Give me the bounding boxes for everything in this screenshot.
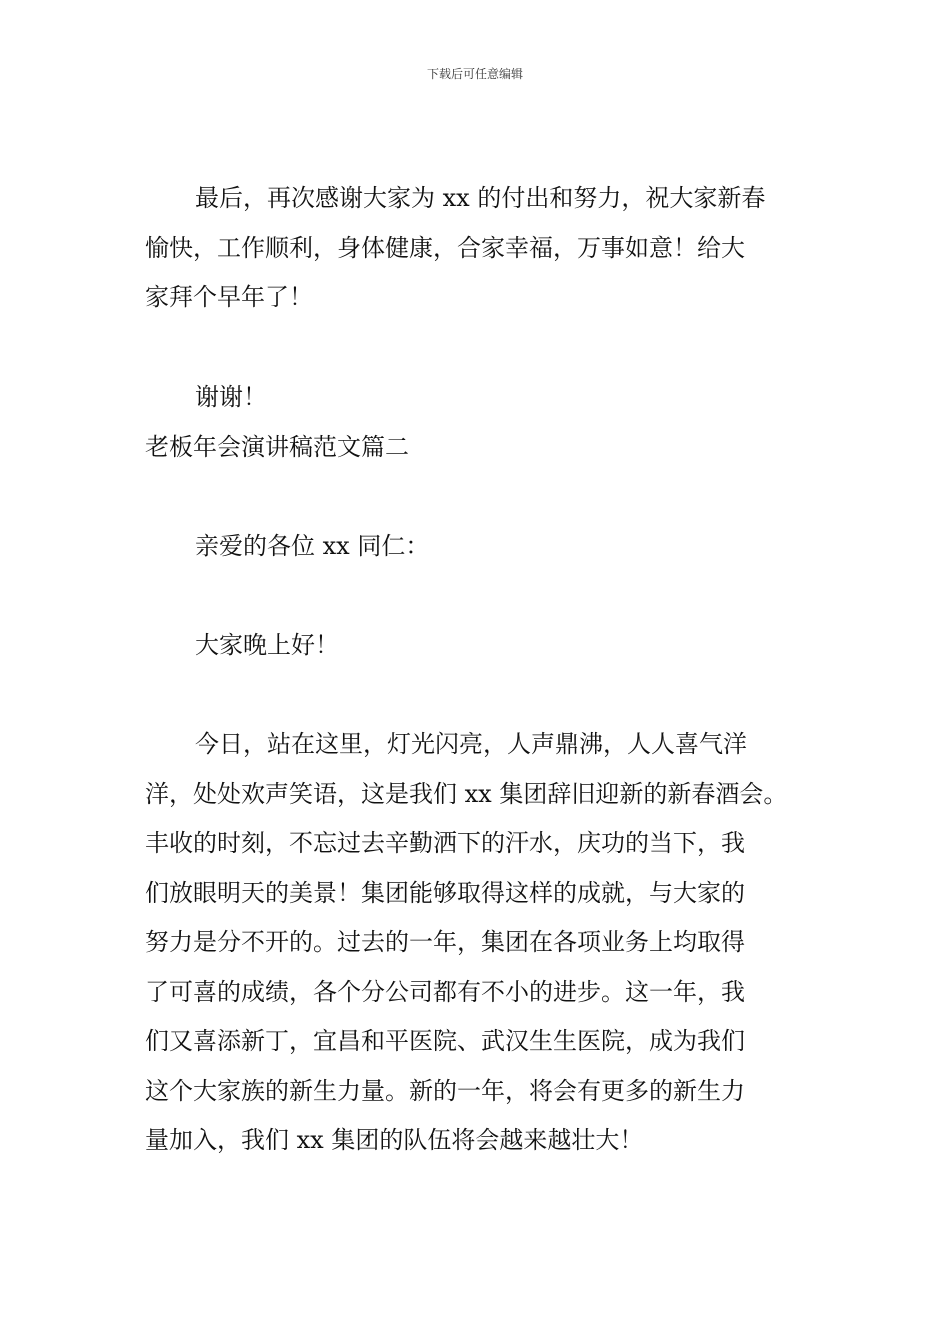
text-line: 们又喜添新丁，宜昌和平医院、武汉生生医院，成为我们 (145, 1027, 745, 1055)
paragraph-main-speech (145, 720, 810, 1166)
text-line: 谢谢！ (195, 383, 267, 411)
text-line: 今日，站在这里，灯光闪亮，人声鼎沸，人人喜气洋 (195, 730, 747, 758)
paragraph-greeting (145, 621, 810, 671)
header-note: 下载后可任意编辑 (426, 67, 523, 81)
text-line: 努力是分不开的。过去的一年，集团在各项业务上均取得 (145, 928, 745, 956)
text-line: 丰收的时刻，不忘过去辛勤洒下的汗水，庆功的当下，我 (145, 829, 745, 857)
paragraph-closing-thanks (145, 174, 810, 323)
section-title (145, 423, 810, 473)
text-line: 家拜个早年了！ (145, 283, 313, 311)
text-line: 这个大家族的新生力量。新的一年，将会有更多的新生力 (145, 1076, 745, 1105)
text-line: 亲爱的各位 xx 同仁： (195, 532, 430, 560)
text-line: 最后，再次感谢大家为 xx 的付出和努力，祝大家新春 (195, 184, 766, 212)
text-line: 老板年会演讲稿范文篇二 (145, 433, 409, 461)
paragraph-salutation (145, 522, 810, 572)
text-line: 大家晚上好！ (195, 631, 339, 659)
text-line: 洋，处处欢声笑语，这是我们 xx 集团辞旧迎新的新春酒会。 (145, 779, 788, 808)
text-line: 愉快，工作顺利，身体健康，合家幸福，万事如意！给大 (145, 233, 745, 262)
text-line: 了可喜的成绩，各个分公司都有不小的进步。这一年，我 (145, 977, 745, 1006)
paragraph-thank-you (145, 373, 810, 423)
text-line: 量加入，我们 xx 集团的队伍将会越来越壮大！ (145, 1126, 644, 1154)
text-line: 们放眼明天的美景！集团能够取得这样的成就，与大家的 (145, 878, 745, 907)
